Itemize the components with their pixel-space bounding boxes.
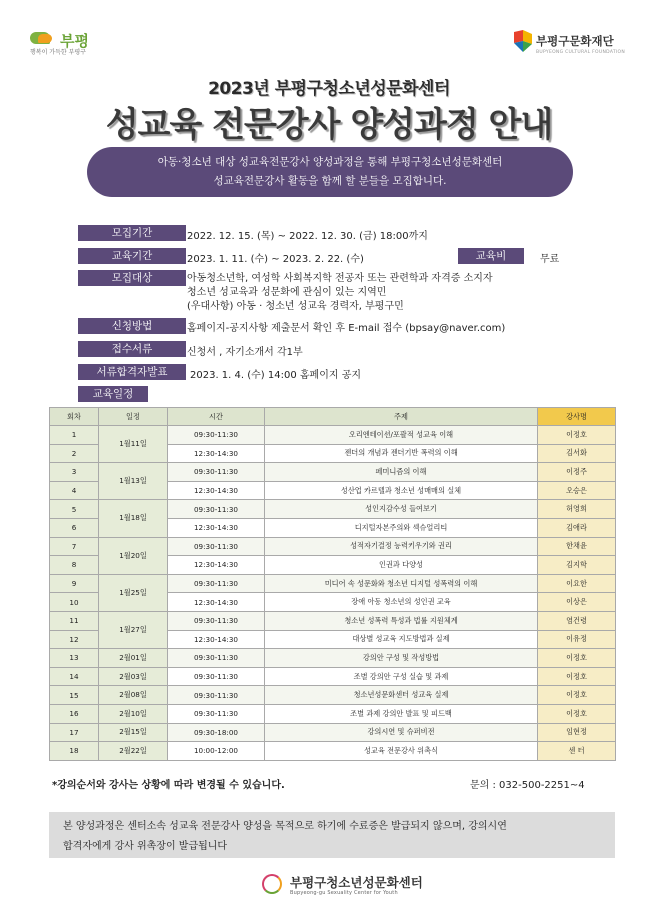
session-topic: 페미니즘의 이해 (265, 463, 538, 482)
table-row (50, 649, 616, 668)
apply-method-value: 홈페이지-공지사항 제출문서 확인 후 E-mail 접수 (bpsay@naver.com) (187, 323, 506, 334)
cultural-foundation-logo (514, 30, 634, 58)
youth-center-logo (262, 872, 442, 898)
session-instructor: 이정호 (538, 667, 616, 686)
session-instructor: 이정주 (538, 463, 616, 482)
session-time: 12:30-14:30 (168, 481, 265, 500)
session-date: 1월13일 (99, 463, 168, 500)
session-topic: 성적자기결정 능력키우기와 권리 (265, 537, 538, 556)
session-date: 1월18일 (99, 500, 168, 537)
session-instructor: 이요한 (538, 574, 616, 593)
session-topic: 오리엔테이션/포괄적 성교육 이해 (265, 426, 538, 445)
session-no: 18 (50, 742, 99, 761)
notice-line: 합격자에게 강사 위촉장이 발급됩니다 (63, 841, 228, 852)
title-year-line: 2023년 부평구청소년성문화센터 (208, 79, 450, 99)
bupyeong-gu-logo (30, 30, 105, 56)
session-time: 09:30-11:30 (168, 611, 265, 630)
session-date: 2월10일 (99, 704, 168, 723)
session-no: 13 (50, 649, 99, 668)
session-instructor: 허영희 (538, 500, 616, 519)
session-time: 10:00-12:00 (168, 742, 265, 761)
session-time: 12:30-14:30 (168, 444, 265, 463)
schedule-table (49, 407, 616, 761)
session-time: 09:30-11:30 (168, 686, 265, 705)
session-time: 12:30-14:30 (168, 593, 265, 612)
contact-info: 문의 : 032-500-2251~4 (470, 780, 585, 791)
session-no: 6 (50, 518, 99, 537)
session-no: 4 (50, 481, 99, 500)
session-time: 09:30-11:30 (168, 649, 265, 668)
foundation-name: 부평구문화재단 (536, 34, 614, 48)
schedule-label: 교육일정 (78, 386, 148, 402)
session-time: 09:30-11:30 (168, 463, 265, 482)
target-line: 청소년 성교육과 성문화에 관심이 있는 지역민 (187, 287, 387, 298)
apply-method-label: 신청방법 (78, 318, 186, 334)
header-date: 일정 (99, 408, 168, 426)
session-time: 09:30-11:30 (168, 667, 265, 686)
session-time: 09:30-18:00 (168, 723, 265, 742)
intro-line: 성교육전문강사 활동을 함께 할 분들을 모집합니다. (213, 175, 447, 187)
foundation-icon (514, 30, 532, 52)
session-date: 2월01일 (99, 649, 168, 668)
center-emblem-icon (262, 874, 282, 894)
session-time: 12:30-14:30 (168, 630, 265, 649)
session-instructor: 오승은 (538, 481, 616, 500)
session-instructor: 김서화 (538, 444, 616, 463)
session-instructor: 이정호 (538, 426, 616, 445)
center-name-en: Bupyeong-gu Sexuality Center for Youth (290, 890, 398, 896)
table-row (50, 667, 616, 686)
change-notice: *강의순서와 강사는 상황에 따라 변경될 수 있습니다. (52, 780, 285, 791)
session-time: 12:30-14:30 (168, 518, 265, 537)
session-instructor: 이정호 (538, 686, 616, 705)
session-no: 16 (50, 704, 99, 723)
session-instructor: 센 터 (538, 742, 616, 761)
intro-banner (87, 147, 573, 197)
table-row (50, 500, 616, 519)
table-row (50, 723, 616, 742)
session-no: 12 (50, 630, 99, 649)
fee-value: 무료 (540, 254, 560, 265)
session-no: 10 (50, 593, 99, 612)
edu-period-label: 교육기간 (78, 248, 186, 264)
session-no: 17 (50, 723, 99, 742)
fee-label: 교육비 (458, 248, 524, 264)
table-row (50, 463, 616, 482)
session-date: 2월15일 (99, 723, 168, 742)
notice-line: 본 양성과정은 센터소속 성교육 전문강사 양성을 목적으로 하기에 수료증은 발급되지 않으며, 강의시연 (63, 821, 507, 832)
session-date: 2월08일 (99, 686, 168, 705)
table-row (50, 686, 616, 705)
result-announce-value: 2023. 1. 4. (수) 14:00 홈페이지 공지 (190, 370, 362, 381)
session-instructor: 김애라 (538, 518, 616, 537)
session-date: 1월27일 (99, 611, 168, 648)
page-title: 성교육 전문강사 양성과정 안내 (105, 105, 553, 145)
target-label: 모집대상 (78, 270, 186, 286)
session-no: 15 (50, 686, 99, 705)
session-no: 1 (50, 426, 99, 445)
session-date: 1월25일 (99, 574, 168, 611)
session-topic: 성인지감수성 들여보기 (265, 500, 538, 519)
session-date: 1월11일 (99, 426, 168, 463)
session-time: 12:30-14:30 (168, 556, 265, 575)
session-topic: 조별 과제 강의안 발표 및 피드백 (265, 704, 538, 723)
session-instructor: 이상은 (538, 593, 616, 612)
target-line: (우대사항) 아동 · 청소년 성교육 경력자, 부평구민 (187, 301, 404, 312)
header-no: 회차 (50, 408, 99, 426)
table-row (50, 704, 616, 723)
session-topic: 장애 아동 청소년의 성인권 교육 (265, 593, 538, 612)
session-topic: 강의시연 및 슈퍼비전 (265, 723, 538, 742)
session-instructor: 이정호 (538, 704, 616, 723)
session-no: 9 (50, 574, 99, 593)
session-no: 11 (50, 611, 99, 630)
session-date: 2월03일 (99, 667, 168, 686)
session-no: 8 (50, 556, 99, 575)
session-topic: 대상별 성교육 지도방법과 실제 (265, 630, 538, 649)
logo-slogan: 행복이 가득한 부평구 (30, 49, 86, 56)
session-topic: 성교육 전문강사 위촉식 (265, 742, 538, 761)
session-instructor: 한채윤 (538, 537, 616, 556)
certificate-notice (49, 812, 615, 858)
session-date: 1월20일 (99, 537, 168, 574)
documents-label: 접수서류 (78, 341, 186, 357)
schedule-header-row (50, 408, 616, 426)
session-topic: 인권과 다양성 (265, 556, 538, 575)
session-no: 7 (50, 537, 99, 556)
result-announce-label: 서류합격자발표 (78, 364, 186, 380)
recruit-period-value: 2022. 12. 15. (목) ~ 2022. 12. 30. (금) 18:00까지 (187, 231, 428, 242)
session-instructor: 임현정 (538, 723, 616, 742)
edu-period-value: 2023. 1. 11. (수) ~ 2023. 2. 22. (수) (187, 254, 364, 265)
session-instructor: 이유정 (538, 630, 616, 649)
session-no: 3 (50, 463, 99, 482)
header-instructor: 강사명 (538, 408, 616, 426)
session-time: 09:30-11:30 (168, 574, 265, 593)
session-time: 09:30-11:30 (168, 704, 265, 723)
session-no: 14 (50, 667, 99, 686)
session-time: 09:30-11:30 (168, 426, 265, 445)
session-topic: 젠더의 개념과 젠더기반 폭력의 이해 (265, 444, 538, 463)
table-row (50, 537, 616, 556)
center-name: 부평구청소년성문화센터 (290, 875, 423, 890)
session-topic: 조별 강의안 구성 실습 및 과제 (265, 667, 538, 686)
session-instructor: 이정호 (538, 649, 616, 668)
foundation-name-en: BUPYEONG CULTURAL FOUNDATION (536, 50, 626, 55)
session-topic: 성산업 카르텔과 청소년 성매매의 실체 (265, 481, 538, 500)
logo-mark: 부평 (60, 32, 89, 50)
session-date: 2월22일 (99, 742, 168, 761)
header-time: 시간 (168, 408, 265, 426)
target-line: 아동청소년학, 여성학 사회복지학 전공자 또는 관련학과 자격증 소지자 (187, 273, 493, 284)
session-instructor: 김지학 (538, 556, 616, 575)
session-topic: 청소년성문화센터 성교육 실제 (265, 686, 538, 705)
session-topic: 미디어 속 성문화와 청소년 디지털 성폭력의 이해 (265, 574, 538, 593)
session-topic: 디지털자본주의와 섹슈얼리티 (265, 518, 538, 537)
recruit-period-label: 모집기간 (78, 225, 186, 241)
session-topic: 강의안 구성 및 작성방법 (265, 649, 538, 668)
session-time: 09:30-11:30 (168, 500, 265, 519)
table-row (50, 426, 616, 445)
documents-value: 신청서 , 자기소개서 각1부 (187, 347, 303, 358)
session-no: 2 (50, 444, 99, 463)
intro-line: 아동·청소년 대상 성교육전문강사 양성과정을 통해 부평구청소년성문화센터 (157, 156, 503, 168)
session-no: 5 (50, 500, 99, 519)
session-instructor: 염건령 (538, 611, 616, 630)
leaf-icon (38, 34, 52, 43)
header-topic: 주제 (265, 408, 538, 426)
session-time: 09:30-11:30 (168, 537, 265, 556)
table-row (50, 742, 616, 761)
table-row (50, 574, 616, 593)
table-row (50, 611, 616, 630)
session-topic: 청소년 성폭력 특성과 법률 지원체계 (265, 611, 538, 630)
